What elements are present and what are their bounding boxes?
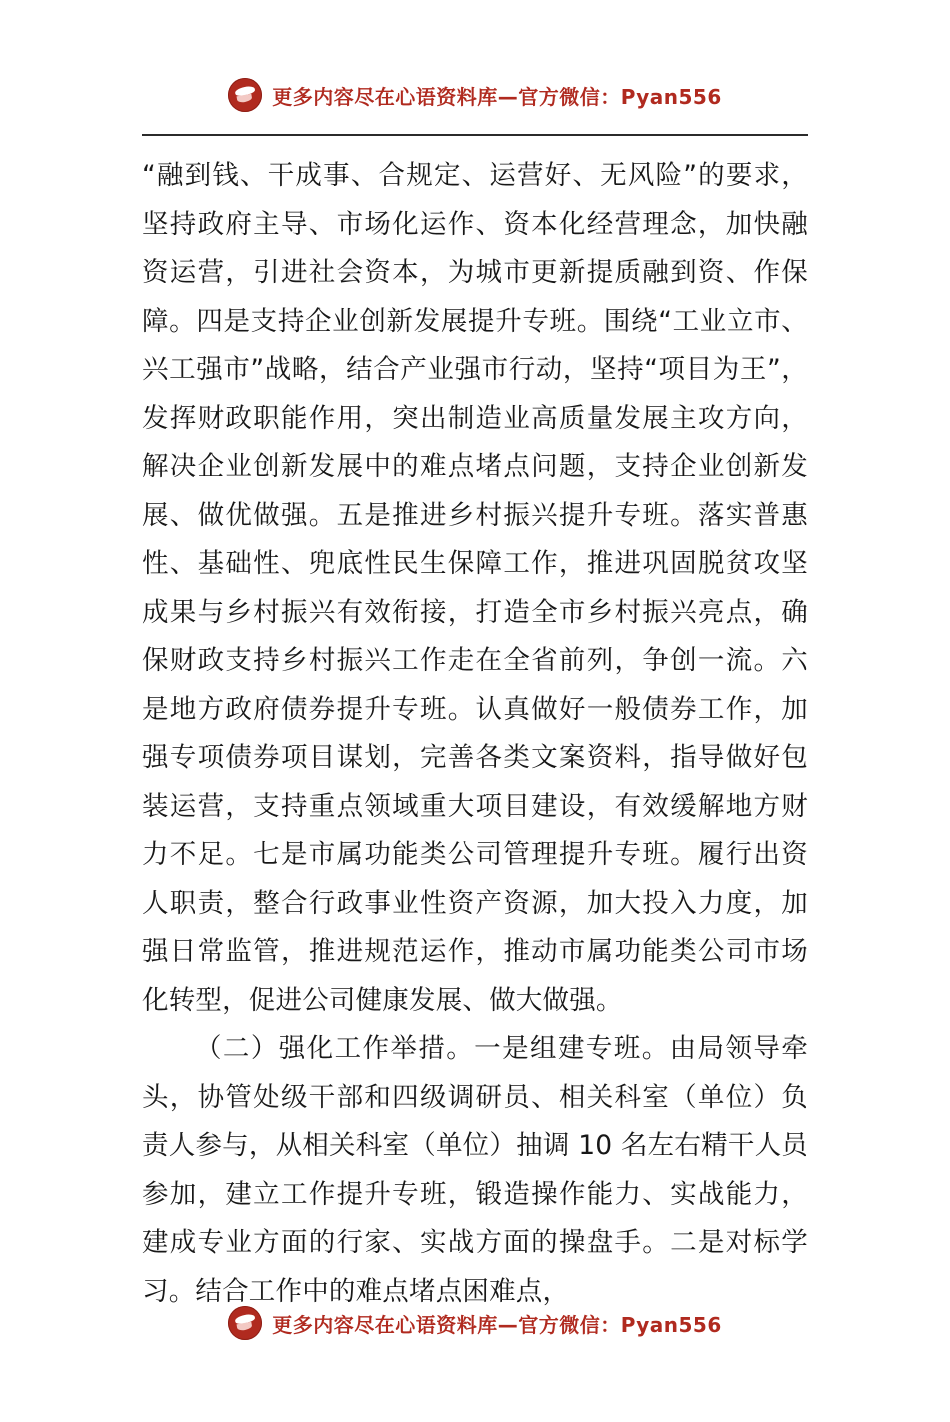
lotus-logo-icon: [228, 1306, 262, 1340]
lotus-logo-icon: [228, 78, 262, 112]
document-body: [142, 136, 808, 1316]
watermark-banner-top: [0, 78, 950, 112]
watermark-text-bottom: [272, 1309, 722, 1338]
watermark-wechat-handle-top: Pyan556: [620, 84, 722, 109]
document-page: [0, 78, 950, 1422]
watermark-title-top: 更多内容尽在心语资料库—: [272, 84, 519, 109]
watermark-text-top: [272, 81, 722, 110]
watermark-wechat-label-bottom: 官方微信：: [518, 1312, 621, 1337]
paragraph-1: “融到钱、干成事、合规定、运营好、无风险”的要求，坚持政府主导、市场化运作、资本化经营理念，加快融资运营，引进社会资本，为城市更新提质融到资、作保障。四是支持企业创新发展提升专班。围绕“工业立市、兴工强市”战略，结合产业强市行动，坚持“项目为王”，发挥财政职能作用，突出制造业高质量发展主攻方向，解决企业创新发展中的难点堵点问题，支持企业创新发展、做优做强。五是推进乡村振兴提升专班。落实普惠性、基础性、兜底性民生保障工作，推进巩固脱贫攻坚成果与乡村振兴有效衔接，打造全市乡村振兴亮点，确保财政支持乡村振兴工作走在全省前列，争创一流。六是地方政府债券提升专班。认真做好一般债券工作，加强专项债券项目谋划，完善各类文案资料，指导做好包装运营，支持重点领域重大项目建设，有效缓解地方财力不足。七是市属功能类公司管理提升专班。履行出资人职责，整合行政事业性资产资源，加大投入力度，加强日常监管，推进规范运作，推动市属功能类公司市场化转型，促进公司健康发展、做大做强。: [142, 160, 808, 1016]
watermark-banner-bottom: [0, 1306, 950, 1340]
watermark-title-bottom: 更多内容尽在心语资料库—: [272, 1312, 519, 1337]
watermark-wechat-label-top: 官方微信：: [518, 84, 621, 109]
watermark-wechat-handle-bottom: Pyan556: [620, 1312, 722, 1337]
paragraph-2: （二）强化工作举措。一是组建专班。由局领导牵头，协管处级干部和四级调研员、相关科室（单位）负责人参与，从相关科室（单位）抽调 10 名左右精干人员参加，建立工作提升专班，锻造操作能力、实战能力，建成专业方面的行家、实战方面的操盘手。二是对标学习。结合工作中的难点堵点困难点，: [142, 1033, 808, 1307]
